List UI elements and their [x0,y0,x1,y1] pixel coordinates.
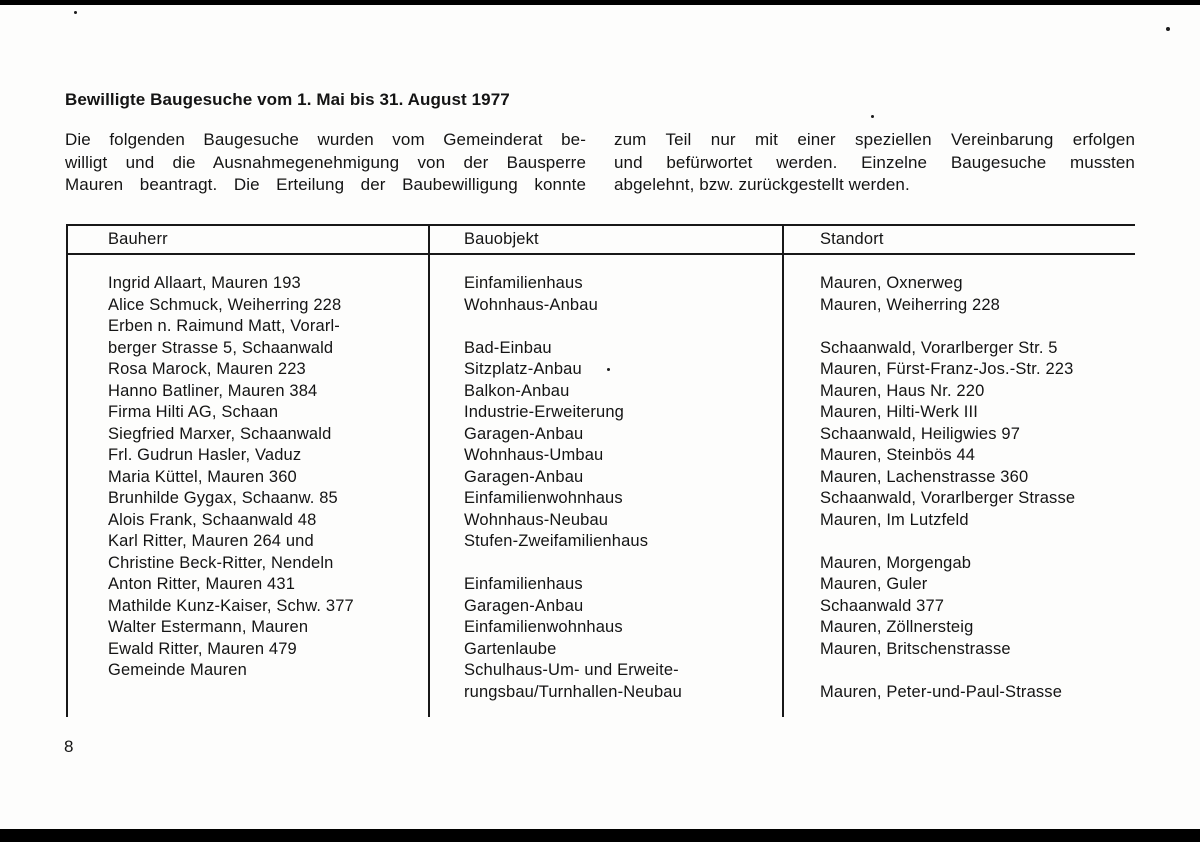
standort-cell [782,660,1135,682]
standort-cell: Schaanwald, Vorarlberger Str. 5 [820,338,1058,357]
bauherr-cell: Alois Frank, Schaanwald 48 [108,510,317,529]
standort-cell: Mauren, Morgengab [820,553,972,572]
bauobjekt-cell: Sitzplatz-Anbau [464,360,582,378]
bauherr-cell: Mathilde Kunz-Kaiser, Schw. 377 [108,596,354,615]
table-row [66,359,1135,381]
bauobjekt-cell: Einfamilienhaus [464,274,583,292]
standort-cell: Mauren, Peter-und-Paul-Strasse [820,682,1063,701]
bauherr-cell: Ingrid Allaart, Mauren 193 [108,274,301,292]
column-divider-line [782,226,784,717]
intro-text-line: zum Teil nur mit einer speziellen Vereinbarung erfolgen [614,130,1135,149]
standort-cell: Schaanwald, Heiligwies 97 [820,424,1021,443]
standort-cell: Mauren, Oxnerweg [820,274,963,292]
bauherr-cell: Siegfried Marxer, Schaanwald [108,424,332,443]
table-header-row [66,226,1135,255]
scan-artifact [1166,27,1170,31]
intro-text-line: willigt und die Ausnahmegenehmigung von der Bausperre [65,152,586,172]
column-header-bauobjekt: Bauobjekt [464,229,539,248]
scan-artifact [74,11,77,14]
table-row [66,510,1135,532]
table-row [66,338,1135,360]
table-row [66,617,1135,639]
bauherr-cell: Karl Ritter, Mauren 264 und [108,532,314,550]
bauherr-cell: Rosa Marock, Mauren 223 [108,360,306,378]
bauobjekt-cell: Stufen-Zweifamilienhaus [464,532,649,550]
standort-cell: Schaanwald 377 [820,596,945,615]
bauobjekt-cell: Bad-Einbau [464,338,552,357]
standort-cell: Mauren, Weiherring 228 [820,295,1001,314]
building-permits-table [66,224,1135,717]
standort-cell [782,316,1135,338]
table-row [66,596,1135,618]
bauherr-cell [66,682,428,704]
table-row [66,381,1135,403]
bauherr-cell: Frl. Gudrun Hasler, Vaduz [108,446,302,464]
scan-edge-top [0,0,1200,5]
standort-cell: Mauren, Hilti-Werk III [820,403,978,421]
bauobjekt-cell: Balkon-Anbau [464,381,570,400]
bauobjekt-cell [428,316,782,338]
standort-cell: Mauren, Lachenstrasse 360 [820,467,1029,486]
bauherr-cell: Brunhilde Gygax, Schaanw. 85 [108,489,338,507]
bauobjekt-cell [428,553,782,575]
table-row [66,295,1135,317]
page-number: 8 [64,737,74,756]
standort-cell: Mauren, Zöllnersteig [820,618,974,636]
table-border-left [66,226,68,717]
bauherr-cell: Gemeinde Mauren [108,661,247,679]
bauherr-cell: Walter Estermann, Mauren [108,618,309,636]
bauobjekt-cell: Einfamilienhaus [464,575,583,593]
bauherr-cell: Ewald Ritter, Mauren 479 [108,639,297,658]
standort-cell [782,531,1135,553]
table-row [66,639,1135,661]
column-divider-line [428,226,430,717]
standort-cell: Mauren, Im Lutzfeld [820,510,969,529]
column-header-standort: Standort [820,229,884,248]
table-row [66,553,1135,575]
table-body [66,255,1135,703]
scan-edge-bottom [0,829,1200,842]
intro-column-right [614,129,1135,197]
intro-paragraph [65,129,1135,197]
table-row [66,488,1135,510]
bauobjekt-cell: Garagen-Anbau [464,467,584,486]
bauherr-cell: Christine Beck-Ritter, Nendeln [108,553,334,572]
table-row [66,445,1135,467]
page-title: Bewilligte Baugesuche vom 1. Mai bis 31. August 1977 [65,90,510,109]
bauherr-cell: berger Strasse 5, Schaanwald [108,338,334,357]
bauobjekt-cell: Wohnhaus-Umbau [464,446,604,464]
bauobjekt-cell: Schulhaus-Um- und Erweite- [464,661,679,679]
bauobjekt-cell: Wohnhaus-Neubau [464,510,609,529]
intro-column-left [65,129,586,197]
column-header-bauherr: Bauherr [108,229,168,248]
standort-cell: Mauren, Britschenstrasse [820,639,1011,658]
standort-cell: Mauren, Haus Nr. 220 [820,381,985,400]
bauobjekt-cell: Garagen-Anbau [464,424,584,443]
table-row [66,316,1135,338]
table-row [66,574,1135,596]
bauherr-cell: Firma Hilti AG, Schaan [108,403,279,421]
table-row [66,467,1135,489]
standort-cell: Mauren, Fürst-Franz-Jos.-Str. 223 [820,360,1074,378]
scan-artifact [871,115,874,118]
bauherr-cell: Erben n. Raimund Matt, Vorarl- [108,317,340,335]
bauherr-cell: Anton Ritter, Mauren 431 [108,575,296,593]
intro-text-line: abgelehnt, bzw. zurückgestellt werden. [614,175,910,194]
bauherr-cell: Alice Schmuck, Weiherring 228 [108,295,342,314]
bauobjekt-cell: Industrie-Erweiterung [464,403,624,421]
intro-text-line: und befürwortet werden. Einzelne Baugesuche mussten [614,152,1135,172]
bauobjekt-cell: Wohnhaus-Anbau [464,295,598,314]
bauherr-cell: Maria Küttel, Mauren 360 [108,467,297,486]
standort-cell: Mauren, Guler [820,575,928,593]
table-row [66,531,1135,553]
bauobjekt-cell: Einfamilienwohnhaus [464,618,623,636]
standort-cell: Mauren, Steinbös 44 [820,446,976,464]
table-row [66,682,1135,704]
standort-cell: Schaanwald, Vorarlberger Strasse [820,489,1076,507]
table-row [66,273,1135,295]
bauobjekt-cell: Garagen-Anbau [464,596,584,615]
bauherr-cell: Hanno Batliner, Mauren 384 [108,381,318,400]
table-row [66,424,1135,446]
intro-text-line: Mauren beantragt. Die Erteilung der Baubewilligung konnte [65,175,586,194]
table-row [66,402,1135,424]
intro-text-line: Die folgenden Baugesuche wurden vom Gemeinderat be- [65,130,586,149]
bauobjekt-cell: rungsbau/Turnhallen-Neubau [464,682,682,701]
bauobjekt-cell: Einfamilienwohnhaus [464,489,623,507]
bauobjekt-cell: Gartenlaube [464,639,557,658]
table-row [66,660,1135,682]
